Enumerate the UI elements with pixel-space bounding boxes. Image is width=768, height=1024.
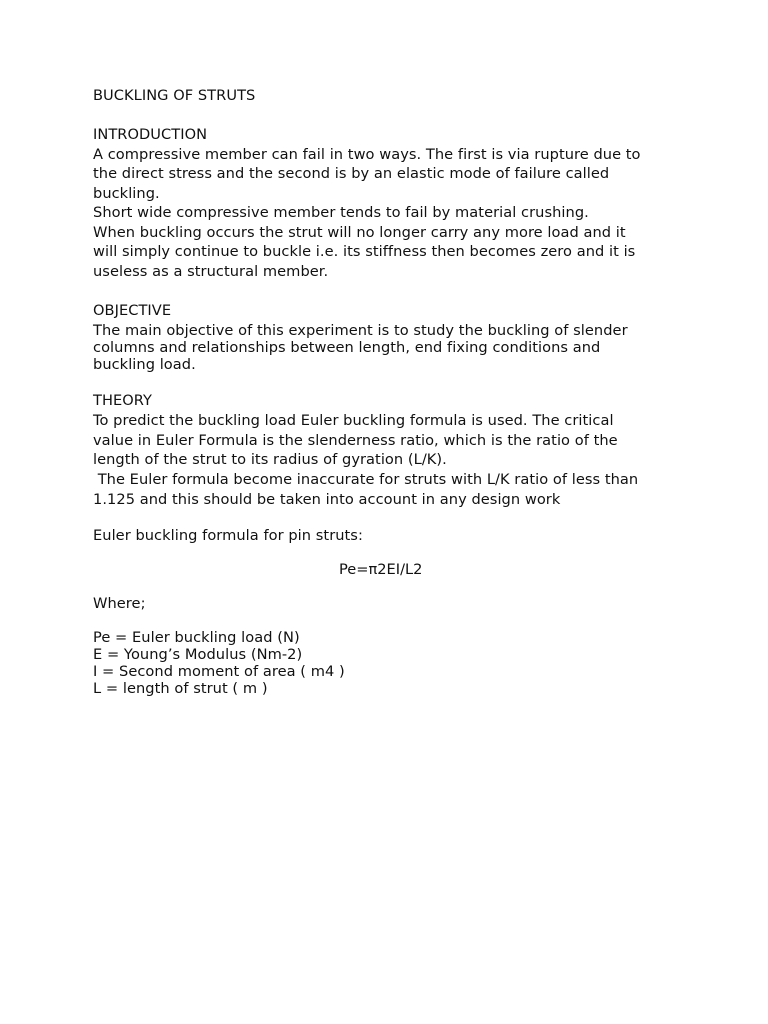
objective-line: columns and relationships between length, end fixing conditions and (93, 339, 601, 356)
introduction-line: the direct stress and the second is by an elastic mode of failure called (93, 165, 610, 182)
definition-item: Pe = Euler buckling load (N) (93, 629, 300, 646)
theory-line: The Euler formula become inaccurate for struts with L/K ratio of less than (93, 471, 639, 488)
objective-heading: OBJECTIVE (93, 302, 172, 319)
introduction-heading: INTRODUCTION (93, 126, 208, 143)
where-label: Where; (93, 595, 146, 612)
definition-item: L = length of strut ( m ) (93, 680, 268, 697)
introduction-line: A compressive member can fail in two ways. The first is via rupture due to (93, 146, 641, 163)
theory-line: 1.125 and this should be taken into account in any design work (93, 491, 561, 508)
euler-formula: Pe=π2EI/L2 (339, 561, 423, 578)
theory-line: length of the strut to its radius of gyration (L/K). (93, 451, 447, 468)
definition-item: E = Young’s Modulus (Nm-2) (93, 646, 303, 663)
formula-intro: Euler buckling formula for pin struts: (93, 527, 363, 544)
document-title: BUCKLING OF STRUTS (93, 87, 256, 104)
introduction-line: buckling. (93, 185, 160, 202)
theory-heading: THEORY (93, 392, 153, 409)
definition-item: I = Second moment of area ( m4 ) (93, 663, 345, 680)
theory-line: To predict the buckling load Euler buckling formula is used. The critical (93, 412, 614, 429)
objective-line: The main objective of this experiment is to study the buckling of slender (93, 322, 628, 339)
objective-line: buckling load. (93, 356, 196, 373)
theory-line: value in Euler Formula is the slenderness ratio, which is the ratio of the (93, 432, 618, 449)
introduction-line: Short wide compressive member tends to fail by material crushing. (93, 204, 589, 221)
introduction-line: useless as a structural member. (93, 263, 329, 280)
introduction-line: will simply continue to buckle i.e. its stiffness then becomes zero and it is (93, 243, 636, 260)
introduction-line: When buckling occurs the strut will no longer carry any more load and it (93, 224, 626, 241)
